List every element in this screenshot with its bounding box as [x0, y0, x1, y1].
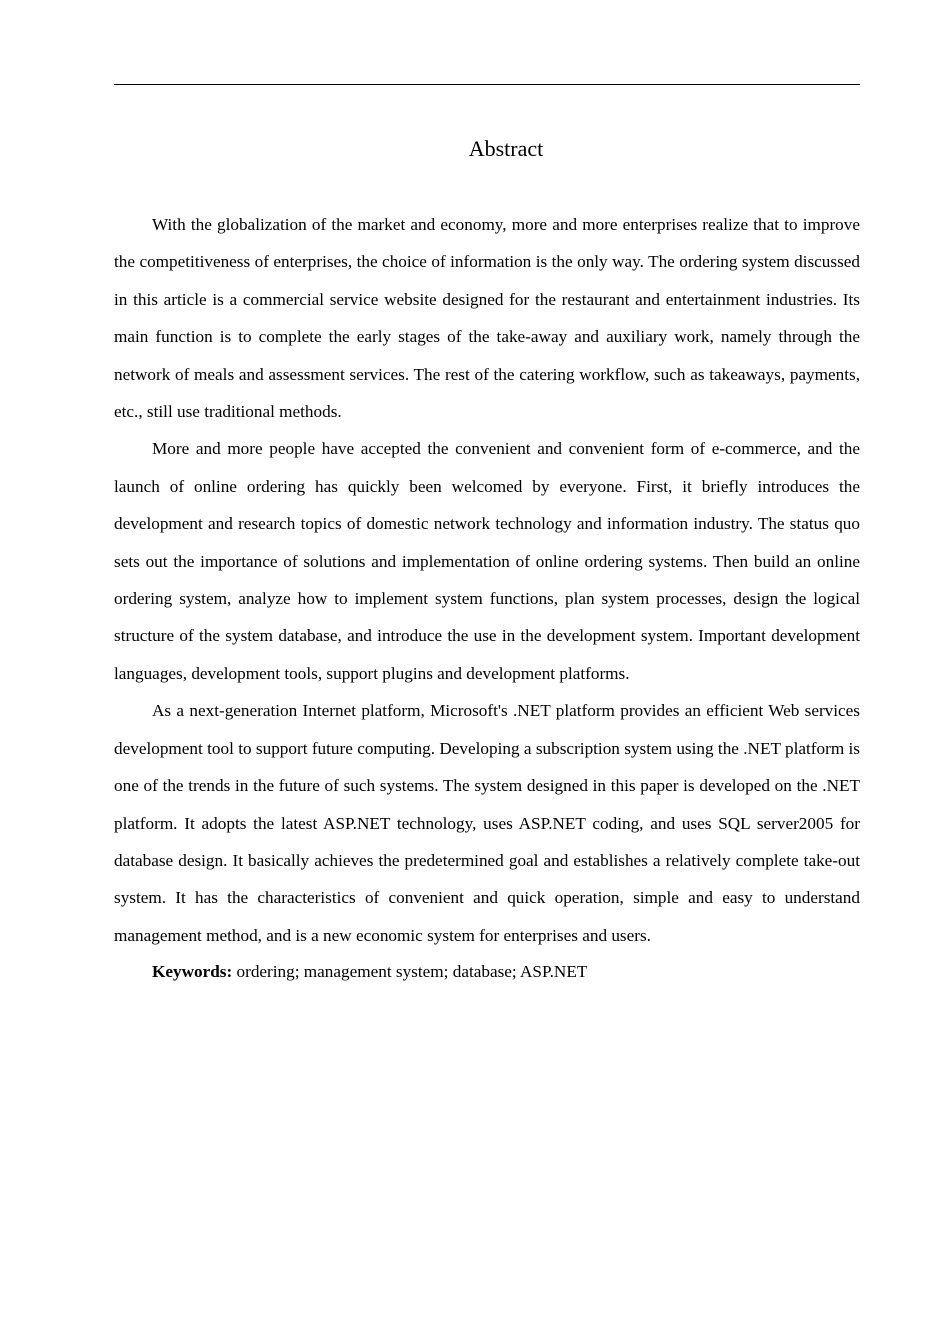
abstract-paragraph-2: More and more people have accepted the convenient and convenient form of e-commerce, and the launch of online ordering has quickly been welcomed by everyone. First, it briefly introduces the development and research topics of domestic network technology and information industry. The status quo sets out the importance of solutions and implementation of online ordering systems. Then build an online ordering system, analyze how to implement system functions, plan system processes, design the logical structure of the system database, and introduce the use in the development system. Important development languages, development tools, support plugins and development platforms.	[114, 439, 860, 683]
keywords-line	[114, 955, 860, 988]
abstract-paragraph-3: As a next-generation Internet platform, Microsoft's .NET platform provides an efficient Web services development tool to support future computing. Developing a subscription system using the .NET platform is one of the trends in the future of such systems. The system designed in this paper is developed on the .NET platform. It adopts the latest ASP.NET technology, uses ASP.NET coding, and uses SQL server2005 for database design. It basically achieves the predetermined goal and establishes a relatively complete take-out system. It has the characteristics of convenient and quick operation, simple and easy to understand management method, and is a new economic system for enterprises and users.	[114, 701, 860, 945]
keywords-label: Keywords:	[152, 962, 233, 982]
page-title: Abstract	[468, 136, 544, 161]
header-rule	[114, 84, 860, 85]
keywords-text: ordering; management system; database; ASP.NET	[232, 962, 588, 982]
abstract-body	[114, 206, 860, 988]
abstract-paragraph-1: With the globalization of the market and economy, more and more enterprises realize that to improve the competitiveness of enterprises, the choice of information is the only way. The ordering system discussed in this article is a commercial service website designed for the restaurant and entertainment industries. Its main function is to complete the early stages of the take-away and auxiliary work, namely through the network of meals and assessment services. The rest of the catering workflow, such as takeaways, payments, etc., still use traditional methods.	[114, 215, 860, 422]
